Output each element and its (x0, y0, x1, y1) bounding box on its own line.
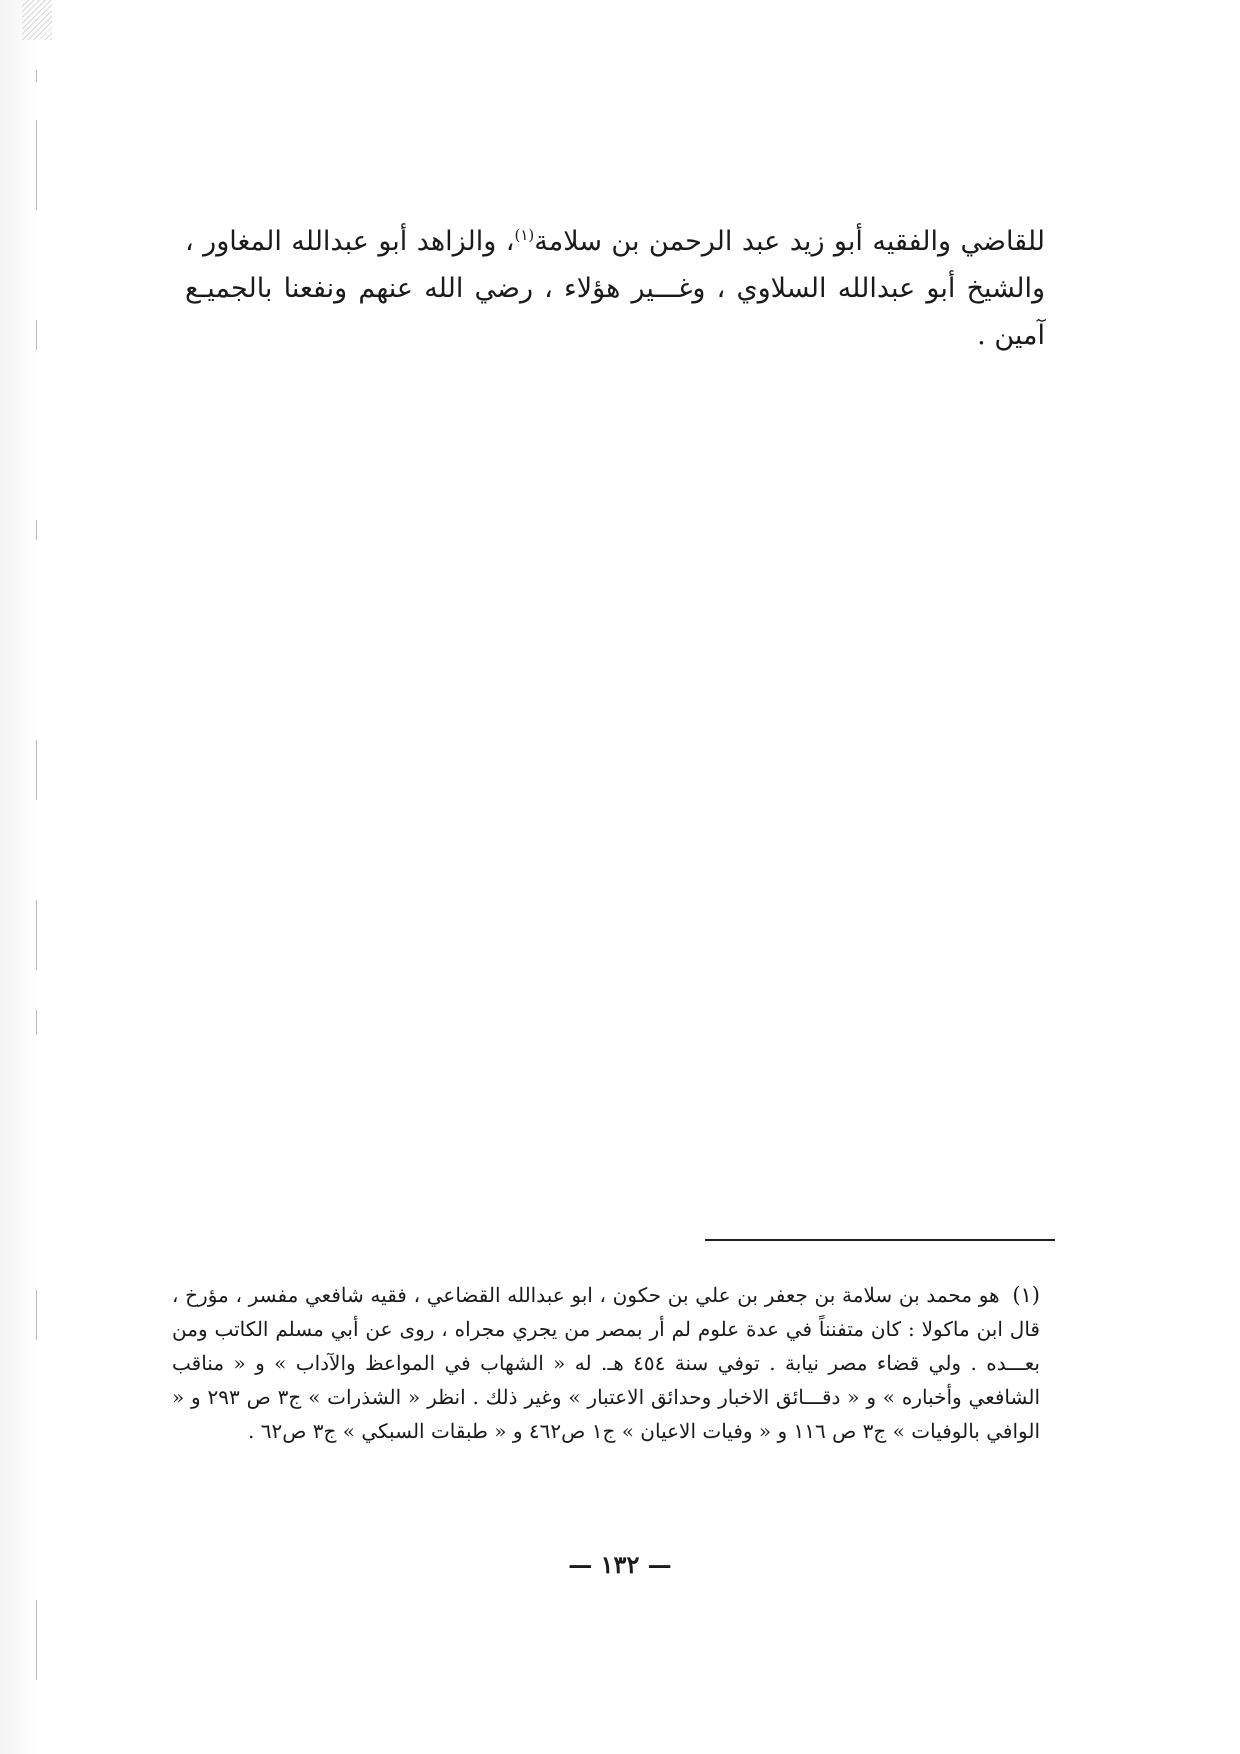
scan-speck (36, 520, 37, 540)
scan-edge (0, 0, 40, 1754)
scan-speck (36, 320, 37, 350)
scan-speck (36, 70, 37, 82)
scan-speck (36, 1290, 37, 1340)
page-number: — ١٣٢ — (568, 1550, 672, 1579)
scan-speck (36, 1010, 37, 1035)
scan-speck (36, 900, 37, 970)
scan-speck (36, 1600, 37, 1680)
footnote-item (172, 1278, 1040, 1448)
scan-speck (36, 120, 37, 210)
main-text-part-2: ، والزاهد أبو عبدالله المغاور ، والشيخ أبو عبدالله السلاوي ، وغـــير هؤلاء ، رضي الله عنهم ونفعنا بالجميـع آمين . (185, 226, 1045, 351)
scan-speck (36, 740, 37, 800)
footnote-reference-mark[interactable]: (١) (514, 226, 535, 244)
footnote-number: (١) (1012, 1283, 1040, 1307)
main-body-text (185, 218, 1045, 359)
footnotes-block (172, 1278, 1040, 1448)
main-text-part-1: للقاضي والفقيه أبو زيد عبد الرحمن بن سلامة (534, 226, 1045, 257)
scan-corner-mark (22, 0, 52, 40)
footnote-text: هو محمد بن سلامة بن جعفر بن علي بن حكون ، ابو عبدالله القضاعي ، فقيه شافعي مفسر ، مؤرخ ، قال ابن ماكولا : كان متفنناً في عدة علوم لم أر بمصر من يجري مجراه ، روى عن أبي مسلم الكاتب ومن بعـــده . ولي قضاء مصر نيابة . توفي سنة ٤٥٤ هـ. له « الشهاب في المواعظ والآداب » و « مناقب الشافعي وأخباره » و « دقـــائق الاخبار وحدائق الاعتبار » وغير ذلك . انظر « الشذرات » ج٣ ص ٢٩٣ و « الوافي بالوفيات » ج٣ ص ١١٦ و « وفيات الاعيان » ج١ ص٤٦٢ و « طبقات السبكي » ج٣ ص٦٢ . (172, 1283, 1041, 1443)
footnote-separator-rule (705, 1239, 1055, 1241)
